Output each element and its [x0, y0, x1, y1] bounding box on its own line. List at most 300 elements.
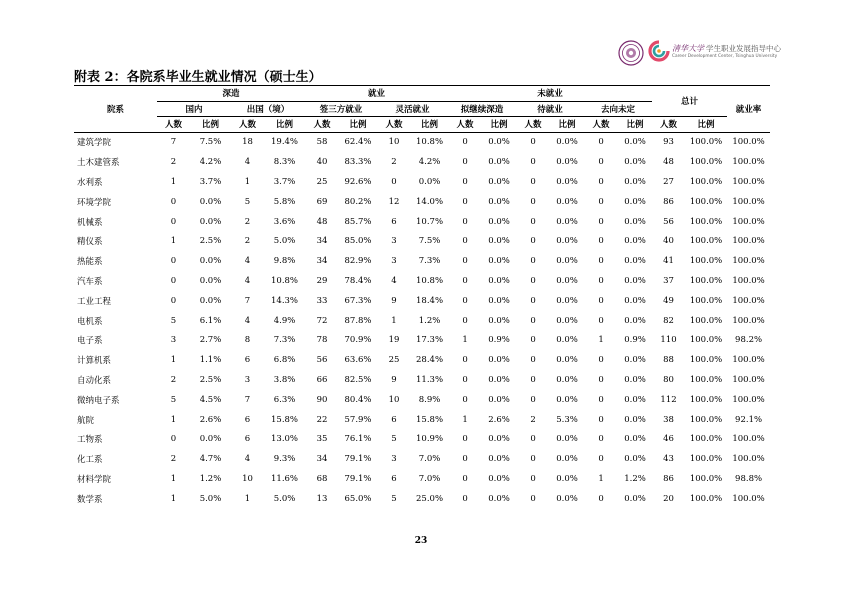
dept-name: 工物系 [77, 435, 103, 446]
table-cell: 80.2% [344, 196, 372, 207]
table-cell: 0 [598, 434, 604, 445]
table-cell: 15.8% [416, 414, 444, 425]
table-cell: 6 [391, 473, 397, 484]
table-cell: 0 [462, 256, 468, 267]
subheader-count: 人数 [652, 117, 685, 133]
table-cell: 2 [244, 236, 251, 247]
table-cell: 100.0% [689, 295, 723, 306]
table-cell: 0.0% [488, 473, 510, 484]
tsinghua-seal-icon [618, 40, 644, 66]
table-cell: 100.0% [732, 275, 765, 286]
table-cell: 4.5% [199, 394, 222, 405]
table-cell: 5.0% [273, 493, 296, 504]
table-cell: 25.0% [416, 493, 444, 504]
header-contract: 签三方就业 [305, 101, 377, 117]
table-cell: 0.0% [418, 176, 441, 187]
table-cell: 0 [598, 315, 604, 326]
header-unemployed: 未就业 [448, 86, 652, 102]
table-cell: 100.0% [732, 394, 765, 405]
table-cell: 0 [462, 473, 468, 484]
table-cell: 85.0% [344, 236, 372, 247]
table-cell: 0.0% [488, 355, 510, 366]
dept-name: 汽车系 [77, 276, 103, 287]
dept-name: 自动化系 [77, 375, 112, 386]
dept-name: 数学系 [77, 494, 103, 505]
table-cell: 100.0% [689, 176, 723, 187]
table-cell: 0.0% [488, 176, 510, 187]
table-cell: 100.0% [689, 374, 723, 385]
dept-name: 环境学院 [77, 197, 112, 208]
table-cell: 0 [530, 394, 536, 405]
table-cell: 2.6% [199, 414, 222, 425]
subheader-count: 人数 [231, 117, 264, 133]
subheader-ratio: 比例 [264, 117, 305, 133]
subheader-ratio: 比例 [411, 117, 448, 133]
subheader-count: 人数 [157, 117, 190, 133]
table-cell: 5 [170, 394, 177, 405]
table-row [74, 390, 770, 410]
subheader-count: 人数 [516, 117, 550, 133]
table-cell: 79.1% [344, 473, 372, 484]
table-cell: 100.0% [732, 236, 765, 247]
table-cell: 0 [462, 315, 468, 326]
table-cell: 0 [462, 236, 468, 247]
table-cell: 29 [316, 275, 328, 286]
table-cell: 40 [316, 157, 328, 168]
header-planning-study: 拟继续深造 [448, 101, 516, 117]
table-cell: 0.0% [556, 493, 578, 504]
table-cell: 0.0% [556, 275, 578, 286]
subheader-row [74, 117, 770, 133]
table-cell: 100.0% [689, 473, 723, 484]
table-cell: 0.0% [624, 414, 646, 425]
table-cell: 100.0% [689, 236, 723, 247]
table-cell: 0 [530, 434, 536, 445]
table-cell: 6.1% [199, 315, 222, 326]
table-cell: 0.0% [556, 473, 578, 484]
table-cell: 0.0% [624, 157, 646, 168]
table-cell: 0 [530, 137, 536, 148]
table-cell: 49 [663, 295, 674, 306]
table-cell: 110 [660, 335, 677, 346]
table-cell: 7.3% [418, 256, 441, 267]
table-cell: 92.1% [735, 414, 763, 425]
table-cell: 88 [663, 355, 674, 366]
dept-name: 土木建管系 [77, 158, 120, 169]
table-cell: 43 [663, 454, 674, 465]
table-cell: 0 [598, 137, 604, 148]
table-row [74, 231, 770, 251]
table-cell: 41 [663, 256, 674, 267]
header-flexible: 灵活就业 [377, 101, 448, 117]
subheader-count: 人数 [305, 117, 339, 133]
table-cell: 9.8% [273, 256, 296, 267]
page-number: 23 [414, 536, 428, 546]
table-cell: 2 [530, 414, 536, 425]
table-cell: 0.9% [488, 335, 510, 346]
subheader-ratio: 比例 [482, 117, 516, 133]
table-cell: 8.9% [418, 394, 441, 405]
table-cell: 0.0% [488, 157, 510, 168]
dept-name: 化工系 [77, 455, 103, 466]
table-cell: 48 [316, 216, 328, 227]
table-cell: 6 [244, 355, 251, 366]
table-cell: 0.0% [556, 196, 578, 207]
table-cell: 2.5% [199, 374, 222, 385]
table-row [74, 212, 770, 232]
header-employment: 就业 [305, 86, 448, 102]
table-row [74, 291, 770, 311]
table-cell: 3.7% [273, 176, 296, 187]
table-cell: 0.0% [624, 236, 646, 247]
table-cell: 9.3% [273, 454, 296, 465]
table-cell: 0.0% [556, 295, 578, 306]
table-cell: 0.0% [624, 434, 646, 445]
table-cell: 0 [462, 394, 468, 405]
table-cell: 0.0% [488, 493, 510, 504]
table-cell: 0.0% [488, 295, 510, 306]
table-cell: 0 [598, 374, 604, 385]
table-cell: 10.8% [416, 275, 444, 286]
table-cell: 0 [598, 454, 604, 465]
dept-name: 机械系 [77, 217, 103, 228]
table-cell: 0 [598, 414, 604, 425]
table-row [74, 330, 770, 350]
table-cell: 0 [598, 256, 604, 267]
table-cell: 0.0% [556, 137, 578, 148]
table-cell: 0.0% [556, 335, 578, 346]
table-cell: 0 [598, 176, 604, 187]
table-cell: 0.0% [624, 295, 646, 306]
table-cell: 0 [170, 434, 177, 445]
table-cell: 0 [598, 236, 604, 247]
table-cell: 15.8% [271, 414, 299, 425]
table-cell: 100.0% [732, 157, 765, 168]
table-cell: 0.0% [556, 157, 578, 168]
table-row [74, 271, 770, 291]
table-cell: 57.9% [344, 414, 372, 425]
table-cell: 56 [663, 216, 674, 227]
table-cell: 100.0% [689, 414, 723, 425]
table-cell: 10.8% [416, 137, 444, 148]
table-cell: 10.8% [271, 275, 299, 286]
table-cell: 0.0% [624, 374, 646, 385]
table-row [74, 311, 770, 331]
table-cell: 1 [170, 473, 177, 484]
subheader-ratio: 比例 [550, 117, 584, 133]
table-row [74, 429, 770, 449]
table-cell: 76.1% [344, 434, 372, 445]
table-cell: 0.0% [488, 275, 510, 286]
table-cell: 0 [530, 374, 536, 385]
table-cell: 46 [663, 434, 674, 445]
career-center-en: Career Development Center, Tsinghua University [672, 54, 778, 59]
table-cell: 100.0% [732, 137, 765, 148]
table-cell: 0 [530, 236, 536, 247]
dept-name: 水利系 [77, 177, 103, 188]
table-cell: 0.0% [624, 137, 646, 148]
table-cell: 100.0% [732, 256, 765, 267]
table-cell: 2.6% [488, 414, 510, 425]
career-center-name [672, 43, 781, 54]
table-cell: 0 [530, 256, 536, 267]
table-cell: 0.0% [556, 216, 578, 227]
table-cell: 3.6% [273, 216, 296, 227]
table-cell: 7 [244, 295, 251, 306]
table-cell: 4 [244, 315, 251, 326]
table-cell: 0 [530, 335, 536, 346]
subheader-count: 人数 [448, 117, 482, 133]
table-cell: 72 [316, 315, 328, 326]
table-cell: 1 [170, 414, 177, 425]
table-cell: 63.6% [344, 355, 372, 366]
table-cell: 9 [391, 295, 397, 306]
table-cell: 87.8% [344, 315, 372, 326]
career-center-logo-icon [648, 40, 670, 62]
table-cell: 8.3% [273, 157, 296, 168]
table-cell: 98.8% [735, 473, 763, 484]
table-cell: 8 [244, 335, 251, 346]
subheader-ratio: 比例 [190, 117, 231, 133]
table-cell: 13.0% [271, 434, 299, 445]
table-cell: 85.7% [344, 216, 372, 227]
table-cell: 48 [663, 157, 674, 168]
subheader-count: 人数 [377, 117, 411, 133]
table-cell: 0.9% [624, 335, 646, 346]
table-cell: 0 [462, 176, 468, 187]
table-cell: 0 [462, 216, 468, 227]
table-cell: 65.0% [344, 493, 372, 504]
employment-table [74, 85, 770, 509]
table-cell: 82.5% [344, 374, 372, 385]
table-cell: 56 [316, 355, 328, 366]
table-cell: 3 [391, 256, 397, 267]
table-cell: 5 [244, 196, 251, 207]
table-cell: 19 [388, 335, 400, 346]
table-cell: 0.0% [488, 434, 510, 445]
table-cell: 37 [663, 275, 674, 286]
table-cell: 100.0% [689, 275, 723, 286]
table-cell: 58 [316, 137, 328, 148]
table-cell: 100.0% [732, 196, 765, 207]
table-cell: 20 [663, 493, 674, 504]
table-cell: 0.0% [488, 196, 510, 207]
table-cell: 70.9% [344, 335, 372, 346]
table-cell: 0 [598, 157, 604, 168]
table-row [74, 350, 770, 370]
table-cell: 0.0% [488, 374, 510, 385]
table-cell: 0.0% [624, 196, 646, 207]
table-cell: 0.0% [488, 394, 510, 405]
table-cell: 82.9% [344, 256, 372, 267]
table-row [74, 132, 770, 152]
table-cell: 1 [170, 176, 177, 187]
table-cell: 2 [170, 454, 177, 465]
table-cell: 14.3% [271, 295, 299, 306]
table-cell: 4.2% [199, 157, 222, 168]
table-cell: 10 [242, 473, 253, 484]
table-cell: 10 [388, 394, 400, 405]
table-cell: 13 [316, 493, 328, 504]
table-cell: 3 [170, 335, 177, 346]
table-cell: 0.0% [624, 216, 646, 227]
dept-name: 精仪系 [77, 237, 103, 248]
table-cell: 25 [388, 355, 400, 366]
table-cell: 28.4% [416, 355, 444, 366]
table-cell: 5 [391, 493, 397, 504]
table-row [74, 172, 770, 192]
table-cell: 11.3% [416, 374, 444, 385]
table-cell: 19.4% [271, 137, 299, 148]
table-cell: 0.0% [624, 275, 646, 286]
table-cell: 7.3% [273, 335, 296, 346]
table-cell: 0.0% [556, 394, 578, 405]
table-cell: 0.0% [488, 454, 510, 465]
table-cell: 22 [316, 414, 328, 425]
table-cell: 0 [530, 275, 536, 286]
table-cell: 3 [391, 236, 397, 247]
table-cell: 1 [462, 335, 468, 346]
table-cell: 4 [244, 275, 251, 286]
table-cell: 7.0% [418, 454, 441, 465]
table-cell: 10.7% [416, 216, 444, 227]
table-cell: 0 [530, 454, 536, 465]
table-cell: 0 [391, 176, 397, 187]
table-cell: 0.0% [556, 256, 578, 267]
table-cell: 100.0% [689, 137, 723, 148]
header-abroad: 出国（境） [231, 101, 305, 117]
subheader-count: 人数 [584, 117, 618, 133]
dept-name: 电机系 [77, 316, 103, 327]
table-cell: 0 [598, 493, 604, 504]
table-cell: 86 [663, 196, 674, 207]
table-cell: 0 [530, 473, 536, 484]
dept-name: 微纳电子系 [77, 395, 120, 406]
table-cell: 7.0% [418, 473, 441, 484]
table-cell: 93 [663, 137, 674, 148]
table-cell: 100.0% [689, 394, 723, 405]
header-logos [618, 38, 781, 68]
table-cell: 80 [663, 374, 674, 385]
table-cell: 100.0% [732, 454, 765, 465]
table-cell: 0.0% [624, 493, 646, 504]
career-center-cn: 学生职业发展指导中心 [706, 44, 781, 53]
table-cell: 100.0% [689, 256, 723, 267]
table-cell: 5.3% [556, 414, 578, 425]
dept-name: 电子系 [77, 336, 103, 347]
table-cell: 33 [316, 295, 328, 306]
table-cell: 0.0% [199, 196, 222, 207]
table-cell: 0 [462, 374, 468, 385]
table-cell: 1.2% [624, 473, 646, 484]
table-cell: 4.9% [273, 315, 296, 326]
table-cell: 0 [598, 355, 604, 366]
table-cell: 0 [462, 157, 468, 168]
table-cell: 18.4% [416, 295, 444, 306]
table-cell: 0.0% [199, 275, 222, 286]
header-rate: 就业率 [727, 86, 770, 133]
table-cell: 4 [244, 157, 251, 168]
table-cell: 1 [170, 236, 177, 247]
table-cell: 6.3% [273, 394, 296, 405]
table-cell: 1.2% [418, 315, 441, 326]
table-cell: 1 [244, 176, 251, 187]
table-cell: 7 [244, 394, 251, 405]
table-cell: 0 [530, 196, 536, 207]
table-row [74, 251, 770, 271]
table-cell: 0 [530, 157, 536, 168]
table-cell: 0.0% [488, 137, 510, 148]
tsinghua-brand: 清华大学 [672, 44, 704, 53]
table-cell: 4.7% [199, 454, 222, 465]
table-cell: 3 [391, 454, 397, 465]
subheader-ratio: 比例 [685, 117, 727, 133]
table-cell: 0 [598, 394, 604, 405]
table-cell: 0 [462, 196, 468, 207]
table-row [74, 469, 770, 489]
table-cell: 5 [170, 315, 177, 326]
table-cell: 79.1% [344, 454, 372, 465]
table-cell: 82 [663, 315, 674, 326]
table-row [74, 410, 770, 430]
table-row [74, 489, 770, 509]
table-cell: 0 [170, 196, 177, 207]
table-cell: 1 [244, 493, 251, 504]
table-cell: 0 [462, 137, 468, 148]
table-cell: 6.8% [273, 355, 296, 366]
dept-name: 建筑学院 [77, 138, 112, 149]
table-cell: 34 [316, 236, 328, 247]
table-row [74, 370, 770, 390]
table-cell: 1 [598, 473, 604, 484]
table-cell: 62.4% [344, 137, 372, 148]
table-cell: 0 [170, 275, 177, 286]
table-cell: 0.0% [488, 256, 510, 267]
table-cell: 67.3% [344, 295, 372, 306]
table-cell: 100.0% [732, 295, 765, 306]
table-cell: 0.0% [556, 176, 578, 187]
table-cell: 100.0% [732, 315, 765, 326]
table-cell: 0.0% [556, 315, 578, 326]
table-cell: 6 [244, 414, 251, 425]
table-cell: 0 [170, 256, 177, 267]
table-cell: 4.2% [418, 157, 441, 168]
table-cell: 68 [316, 473, 328, 484]
dept-name: 工业工程 [77, 296, 112, 307]
table-cell: 66 [316, 374, 328, 385]
table-cell: 5.0% [273, 236, 296, 247]
table-cell: 6 [244, 434, 251, 445]
table-cell: 83.3% [344, 157, 372, 168]
table-cell: 9 [391, 374, 397, 385]
table-cell: 12 [388, 196, 400, 207]
table-cell: 4 [244, 454, 251, 465]
table-cell: 7.5% [199, 137, 222, 148]
table-cell: 0 [598, 295, 604, 306]
table-cell: 0 [170, 295, 177, 306]
table-cell: 34 [316, 256, 328, 267]
table-cell: 34 [316, 454, 328, 465]
table-cell: 98.2% [735, 335, 763, 346]
table-cell: 0 [462, 454, 468, 465]
table-cell: 38 [663, 414, 674, 425]
table-cell: 100.0% [689, 493, 723, 504]
table-cell: 69 [316, 196, 328, 207]
table-cell: 5.0% [199, 493, 222, 504]
table-cell: 0.0% [556, 454, 578, 465]
table-cell: 112 [660, 394, 677, 405]
table-cell: 6 [391, 216, 397, 227]
